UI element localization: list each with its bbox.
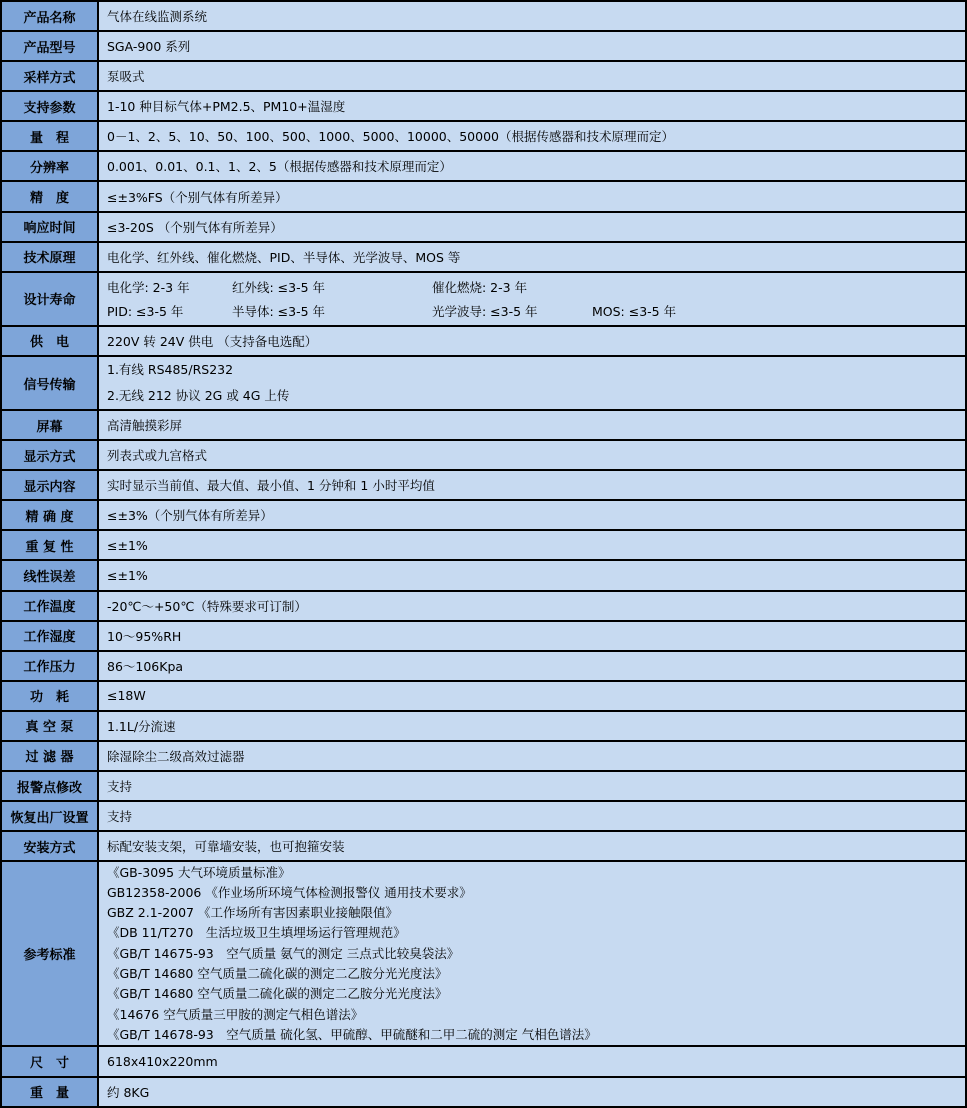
value-accuracy: ≤±3%FS（个别气体有所差异） (98, 181, 966, 211)
value-repeatability: ≤±1% (98, 530, 966, 560)
design-life-mos: MOS: ≤3-5 年 (592, 303, 677, 319)
label-weight: 重 量 (1, 1077, 98, 1107)
label-working-temperature: 工作温度 (1, 591, 98, 621)
row-supported-params (1, 91, 966, 121)
value-factory-reset: 支持 (98, 801, 966, 831)
design-life-optical-waveguide: 光学波导: ≤3-5 年 (432, 303, 538, 319)
label-accuracy: 精 度 (1, 181, 98, 211)
value-response-time: ≤3-20S （个别气体有所差异） (98, 212, 966, 242)
label-working-humidity: 工作湿度 (1, 621, 98, 651)
value-vacuum-pump: 1.1L/分流速 (98, 711, 966, 741)
value-range: 0－1、2、5、10、50、100、500、1000、5000、10000、50000（根据传感器和技术原理而定） (98, 121, 966, 151)
design-life-spacer (592, 278, 959, 296)
label-signal-transmission: 信号传输 (1, 356, 98, 410)
label-design-life: 设计寿命 (1, 272, 98, 326)
row-precision (1, 500, 966, 530)
standard-line: 《14676 空气质量三甲胺的测定气相色谱法》 (107, 1006, 364, 1022)
label-resolution: 分辨率 (1, 151, 98, 181)
label-power-consumption: 功 耗 (1, 681, 98, 711)
value-product-model: SGA-900 系列 (98, 31, 966, 61)
standard-line: 《GB-3095 大气环境质量标准》 (107, 864, 291, 880)
row-display-content (1, 470, 966, 500)
standard-line: 《GB/T 14680 空气质量二硫化碳的测定二乙胺分光光度法》 (107, 966, 448, 982)
label-product-name: 产品名称 (1, 1, 98, 31)
label-screen: 屏幕 (1, 410, 98, 440)
value-signal-transmission (98, 356, 966, 410)
value-power-supply: 220V 转 24V 供电 （支持备电选配） (98, 326, 966, 356)
row-response-time (1, 212, 966, 242)
row-working-humidity (1, 621, 966, 651)
label-sampling-method: 采样方式 (1, 61, 98, 91)
label-technology: 技术原理 (1, 242, 98, 272)
value-working-pressure: 86～106Kpa (98, 651, 966, 681)
row-display-mode (1, 440, 966, 470)
label-factory-reset: 恢复出厂设置 (1, 801, 98, 831)
value-technology: 电化学、红外线、催化燃烧、PID、半导体、光学波导、MOS 等 (98, 242, 966, 272)
label-linearity-error: 线性误差 (1, 560, 98, 590)
row-weight (1, 1077, 966, 1107)
value-working-temperature: -20℃～+50℃（特殊要求可订制） (98, 591, 966, 621)
row-signal-transmission (1, 356, 966, 410)
value-working-humidity: 10～95%RH (98, 621, 966, 651)
design-life-infrared: 红外线: ≤3-5 年 (232, 279, 326, 295)
value-supported-params: 1-10 种目标气体+PM2.5、PM10+温湿度 (98, 91, 966, 121)
design-life-electrochemical: 电化学: 2-3 年 (107, 279, 190, 295)
row-product-model (1, 31, 966, 61)
label-product-model: 产品型号 (1, 31, 98, 61)
value-product-name: 气体在线监测系统 (98, 1, 966, 31)
row-product-name (1, 1, 966, 31)
label-dimensions: 尺 寸 (1, 1046, 98, 1076)
value-resolution: 0.001、0.01、0.1、1、2、5（根据传感器和技术原理而定） (98, 151, 966, 181)
standard-line: GBZ 2.1-2007 《工作场所有害因素职业接触限值》 (107, 905, 398, 921)
label-display-content: 显示内容 (1, 470, 98, 500)
label-alarm-point-modify: 报警点修改 (1, 771, 98, 801)
row-linearity-error (1, 560, 966, 590)
row-design-life (1, 272, 966, 326)
standard-line: 《GB/T 14680 空气质量二硫化碳的测定二乙胺分光光度法》 (107, 986, 448, 1002)
label-installation: 安装方式 (1, 831, 98, 861)
value-sampling-method: 泵吸式 (98, 61, 966, 91)
row-accuracy (1, 181, 966, 211)
row-power-supply (1, 326, 966, 356)
label-working-pressure: 工作压力 (1, 651, 98, 681)
standard-line: GB12358-2006 《作业场所环境气体检测报警仪 通用技术要求》 (107, 884, 472, 900)
label-power-supply: 供 电 (1, 326, 98, 356)
row-installation (1, 831, 966, 861)
row-resolution (1, 151, 966, 181)
value-display-content: 实时显示当前值、最大值、最小值、1 分钟和 1 小时平均值 (98, 470, 966, 500)
design-life-semiconductor: 半导体: ≤3-5 年 (232, 303, 326, 319)
value-filter: 除湿除尘二级高效过滤器 (98, 741, 966, 771)
signal-line-wired: 1.有线 RS485/RS232 (107, 362, 234, 378)
value-design-life (98, 272, 966, 326)
value-weight: 约 8KG (98, 1077, 966, 1107)
label-precision: 精 确 度 (1, 500, 98, 530)
row-technology (1, 242, 966, 272)
design-life-pid: PID: ≤3-5 年 (107, 303, 184, 319)
row-sampling-method (1, 61, 966, 91)
value-screen: 高清触摸彩屏 (98, 410, 966, 440)
label-response-time: 响应时间 (1, 212, 98, 242)
signal-line-wireless: 2.无线 212 协议 2G 或 4G 上传 (107, 388, 290, 404)
row-alarm-point-modify (1, 771, 966, 801)
row-factory-reset (1, 801, 966, 831)
row-vacuum-pump (1, 711, 966, 741)
row-repeatability (1, 530, 966, 560)
row-power-consumption (1, 681, 966, 711)
value-alarm-point-modify: 支持 (98, 771, 966, 801)
row-screen (1, 410, 966, 440)
value-display-mode: 列表式或九宫格式 (98, 440, 966, 470)
value-precision: ≤±3%（个别气体有所差异） (98, 500, 966, 530)
label-supported-params: 支持参数 (1, 91, 98, 121)
row-range (1, 121, 966, 151)
label-range: 量 程 (1, 121, 98, 151)
label-display-mode: 显示方式 (1, 440, 98, 470)
label-vacuum-pump: 真 空 泵 (1, 711, 98, 741)
standard-line: 《DB 11/T270 生活垃圾卫生填埋场运行管理规范》 (107, 925, 406, 941)
design-life-catalytic: 催化燃烧: 2-3 年 (432, 279, 528, 295)
row-reference-standards (1, 861, 966, 1046)
value-reference-standards (98, 861, 966, 1046)
label-repeatability: 重 复 性 (1, 530, 98, 560)
value-linearity-error: ≤±1% (98, 560, 966, 590)
row-dimensions (1, 1046, 966, 1076)
row-filter (1, 741, 966, 771)
row-working-temperature (1, 591, 966, 621)
label-filter: 过 滤 器 (1, 741, 98, 771)
standard-line: 《GB/T 14678-93 空气质量 硫化氢、甲硫醇、甲硫醚和二甲二硫的测定 气相色谱法》 (107, 1026, 597, 1042)
standard-line: 《GB/T 14675-93 空气质量 氨气的测定 三点式比较臭袋法》 (107, 945, 460, 961)
value-dimensions: 618x410x220mm (98, 1046, 966, 1076)
label-reference-standards: 参考标准 (1, 861, 98, 1046)
row-working-pressure (1, 651, 966, 681)
value-power-consumption: ≤18W (98, 681, 966, 711)
value-installation: 标配安装支架，可靠墙安装，也可抱箍安装 (98, 831, 966, 861)
